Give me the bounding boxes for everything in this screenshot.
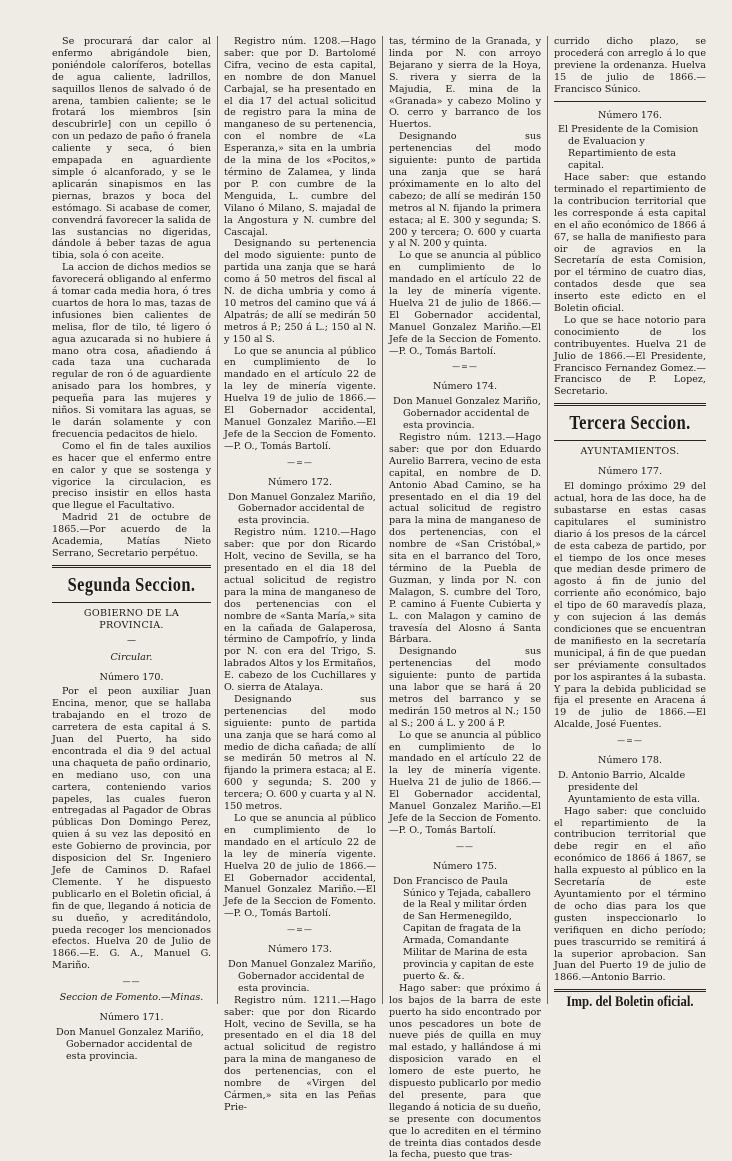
notice-body: Registro núm. 1211.—Hago saber: que por don Ricardo Holt, vecino de Sevilla, se ha presentado en el dia 18 del actual solicitud de registro para la mina de manganeso de dos pertenencias, con el nombre de «Virgen del Cármen,» sita en las Peñas Prie-: [224, 994, 376, 1113]
notice-number: Número 177.: [597, 466, 663, 478]
notice-body: Lo que se anuncia al público en cumplimiento de lo mandado en el artículo 22 de la ley de minería vigente. Huelva 21 de julio de 1866.—El Gobernador accidental, Manuel Gonzalez Mariño.—El Jefe de la Seccion de Fomento.—P. O., Tomás Bartolí.: [389, 729, 541, 836]
notice-body: El domingo próximo 29 del actual, hora de las doce, ha de subastarse en estas casas capitulares el suministro diario á los presos de la cárcel de esta cabeza de partido, por el tiempo de los once meses que median desde primero de agosto á fin de junio del corriente año económico, bajo el tipo de 60 maravedís plaza, y con sujecion á las demás condiciones que se encuentran de manifiesto en la secretaría municipal, á fin de que puedan ser préviamente consultados por los aspirantes á la subasta. Y para la debida publicidad se fija el presente en Aracena á 19 de julio de 1866.—El Alcalde, José Fuentes.: [554, 481, 706, 731]
notice-body: Hago saber: que concluido el repartimiento de la contribucion territorial que debe regir en el año económico de 1866 á 1867, se halla expuesto al público en la Secretaría de este Ayuntamiento por el término de ocho dias para los que gusten inspeccionarlo lo verifiquen en dicho período; pues trascurrido se remitirá á la superior aprobacion. San Juan del Puerto 19 de julio de 1866.—Antonio Barrio.: [554, 805, 706, 984]
notice-body: Lo que se hace notorio para conocimiento de los contribuyentes. Huelva 21 de Julio de 1866.—El Presidente, Francisco Fernandez Gomez.—Francisco de P. Lopez, Secretario.: [554, 314, 706, 398]
column-1: [52, 36, 217, 1062]
column-4: [547, 36, 712, 1011]
page-columns: [52, 36, 714, 1161]
section-divider: [52, 565, 211, 568]
ornament-divider: —: [127, 635, 136, 646]
ornament-divider: —=—: [287, 925, 313, 935]
notice-body: Lo que se anuncia al público en cumplimiento de lo mandado en el artículo 22 de la ley de minería vigente. Huelva 20 de julio de 1866.—El Gobernador accidental, Manuel Gonzalez Mariño.—El Jefe de la Seccion de Fomento.—P. O., Tomás Bartolí.: [224, 813, 376, 920]
section-divider: [52, 602, 211, 603]
section-divider: [554, 403, 706, 406]
ornament-divider: —=—: [617, 736, 643, 746]
paragraph: La accion de dichos medios se favorecerá obligando al enfermo á tomar cada media hora, ó tres cuartos de hora lo mas, tazas de infusiones bien calientes de melisa, flor de tilo, té ligero ó agua azucarada si no hubiere á mano otra cosa, añadiendo á cada taza una cucharada regular de ron ó de aguardiente anisado para los hombres, y pequeña para las mujeres y niños. Si vomitara las aguas, se le darán solamente y con frecuencia pedacitos de hielo.: [52, 262, 211, 440]
notice-body: Por el peon auxiliar Juan Encina, menor, que se hallaba trabajando en el trozo de carretera de esta capital á S. Juan del Puerto, ha sido encontrada el dia 9 del actual una chaqueta de paño ordinario, en mediano uso, con una cartera, conteniendo varios papeles, las cuales fueron entregadas al Pagador de Obras públicas Don Domingo Perez, quien á su vez las depositó en este Gobierno de provincia, por disposicion del Sr. Ingeniero Jefe de Caminos D. Rafael Clemente. Y he dispuesto publicarlo en el Boletin oficial, á fin de que, llegando á noticia de su dueño, y acreditándolo, pueda recoger los mencionados efectos. Huelva 20 de Julio de 1866.—E. G. A., Manuel G. Mariño.: [52, 686, 211, 972]
ornament-divider: —=—: [287, 457, 313, 467]
paragraph: Registro núm. 1208.—Hago saber: que por D. Bartolomé Cifra, vecino de esta capital, en nombre de don Manuel Carbajal, se ha presentado en el dia 17 del actual solicitud de registro para la mina de manganeso de su pertenencia, con el nombre de «La Esperanza,» sita en la umbria de la mina de los «Pocitos,» término de Zalamea, y linda por P. con cumbre de la Menguida, L. cumbre del Vilano ó Milano, S. majadal de la Angostura y N. cumbre del Cascajal.: [224, 36, 376, 238]
notice-number: Número 171.: [99, 1011, 164, 1023]
section-title: Tercera Seccion.: [569, 412, 691, 435]
subsection-heading: Seccion de Fomento.—Minas.: [59, 992, 204, 1004]
notice-number: Número 173.: [267, 944, 333, 956]
paragraph: Designando sus pertenencias del modo siguiente: punto de partida una zanja que se hará próximamente en lo alto del cabezo; de allí se medirán 150 metros al N. fijando la primera estaca; al E. 300 y segunda; S. 200 y tercera; O. 600 y cuarta y al N. 200 y quinta.: [389, 131, 541, 250]
notice-issuer: D. Antonio Barrio, Alcalde presidente del Ayuntamiento de esta villa.: [558, 769, 701, 805]
paragraph: Como el fin de tales auxilios es hacer que el enfermo entre en calor y que se sostenga y vigorice la circulacion, es preciso insistir en ellos hasta que llegue el Facultativo.: [52, 440, 211, 512]
notice-number: Número 175.: [432, 860, 498, 872]
notice-type: Circular.: [110, 651, 153, 663]
notice-body: Registro núm. 1213.—Hago saber: que por don Eduardo Aurelio Barrera, vecino de esta capital, en nombre de D. Antonio Abad Camino, se ha presentado en el dia 19 del actual solicitud de registro para la mina de manganeso de dos pertenencias, con el nombre de «San Cristóbal,» sita en el barranco del Toro, término de la Puebla de Guzman, y linda por N. con Malagon, S. cumbre del Toro, P. camino á Fuente Cubierta y L. con Malagon y camino de travesía del Alosno á Santa Bárbara.: [389, 432, 541, 646]
section-title: Segunda Seccion.: [67, 573, 196, 596]
notice-number: Número 178.: [597, 755, 663, 767]
section-divider: [554, 440, 706, 441]
paragraph: Lo que se anuncia al público en cumplimiento de lo mandado en el artículo 22 de la ley de minería vigente. Huelva 19 de julio de 1866.—El Gobernador accidental, Manuel Gonzalez Mariño.—El Jefe de la Seccion de Fomento.—P. O., Tomás Bartolí.: [224, 345, 376, 452]
notice-issuer: El Presidente de la Comision de Evaluacion y Repartimiento de esta capital.: [558, 124, 699, 172]
signature-paragraph: Madrid 21 de octubre de 1865.—Por acuerdo de la Academia, Matías Nieto Serrano, Secretario perpétuo.: [52, 512, 211, 559]
notice-issuer: Don Manuel Gonzalez Mariño, Gobernador accidental de esta provincia.: [393, 396, 541, 432]
notice-issuer: Don Manuel Gonzalez Mariño, Gobernador accidental de esta provincia.: [56, 1026, 204, 1062]
ornament-divider: ——: [122, 977, 141, 987]
paragraph: Lo que se anuncia al público en cumplimiento de lo mandado en el artículo 22 de la ley de minería vigente. Huelva 21 de julio de 1866.—El Gobernador accidental, Manuel Gonzalez Mariño.—El Jefe de la Seccion de Fomento.—P. O., Tomás Bartolí.: [389, 250, 541, 357]
column-2: [217, 36, 382, 1113]
notice-issuer: Don Manuel Gonzalez Mariño, Gobernador accidental de esta provincia.: [228, 491, 376, 527]
ornament-divider: —=—: [452, 362, 478, 372]
subsection-heading: AYUNTAMIENTOS.: [580, 446, 680, 458]
notice-body: Hago saber: que próximo á los bajos de la barra de este puerto ha sido encontrado por unos pescadores un bote de nueve piés de quilla en muy mal estado, y hallándose á mi disposicion varado en el lomero de este puerto, he dispuesto publicarlo por medio del presente, para que llegando á noticia de su dueño, se presente con documentos que lo acrediten en el término de treinta dias contados desde la fecha, puesto que tras-: [389, 982, 541, 1161]
notice-number: Número 176.: [597, 109, 663, 121]
notice-body: Designando sus pertenencias del modo siguiente: punto de partida una labor que se hará á 20 metros del barranco y se medirán 150 metros al N.; 150 al S.; 200 á L. y 200 á P.: [389, 646, 541, 729]
paragraph: Se procurará dar calor al enfermo abrigándole bien, poniéndole caloríferos, botellas de agua caliente, ladrillos, saquillos llenos de salvado ó de arena, tambien caliente; se le frotará los miembros [sin descubrirle] con un cepillo ó con un pedazo de paño ó franela caliente y seca, ó bien empapada en aguardiente simple ó alcanforado, y se le aplicarán sinapismos en las piernas, brazos y boca del estómago. Si acabase de comer, convendrá favorecer la salida de las sustancias no digeridas, dándole á beber tazas de agua tibia, sola ó con aceite.: [52, 36, 211, 262]
notice-issuer: Don Francisco de Paula Súnico y Tejada, caballero de la Real y militar órden de San Hermenegildo, Capitan de fragata de la Armada, Comandante Militar de Marina de esta provincia y capitan de este puerto &. &.: [393, 875, 534, 982]
paragraph: currido dicho plazo, se procederá con arreglo á lo que previene la ordenanza. Huelva 15 de julio de 1866.—Francisco Súnico.: [554, 36, 706, 95]
paragraph: tas, término de la Granada, y linda por N. con arroyo Bejarano y sierra de la Hoya, S. rivera y sierra de la Majudia, E. mina de la «Granada» y cabezo Molino y O. cerro y barranco de los Huertos.: [389, 36, 541, 131]
notice-body: Designando sus pertenencias del modo siguiente: punto de partida una zanja que se hará como al medio de dicha cañada; de allí se medirán 50 metros al N. fijando la primera estaca; al E. 600 y segunda; S. 200 y tercera; O. 600 y cuarta y al N. 150 metros.: [224, 693, 376, 813]
notice-body: Registro núm. 1210.—Hago saber: que por don Ricardo Holt, vecino de Sevilla, se ha presentado en el dia 18 del actual solicitud de registro para la mina de manganeso de dos pertenencias con el nombre de «Santa María,» sita en la cañada de Galaperosa, término de Campofrío, y linda por N. con era del Trigo, S. labrados Altos y los Ermitaños, E. cabezo de los Cuchillares y O. sierra de Atalaya.: [224, 527, 376, 694]
subsection-heading: GOBIERNO DE LA PROVINCIA.: [83, 607, 180, 631]
column-3: [382, 36, 547, 1161]
notice-number: Número 172.: [267, 476, 333, 488]
divider: [554, 101, 706, 102]
printer-imprint: Imp. del Boletin oficial.: [566, 994, 694, 1011]
ornament-divider: ——: [456, 841, 474, 851]
footer-divider: [554, 989, 706, 992]
notice-body: Hace saber: que estando terminado el repartimiento de la contribucion territorial que les corresponde á esta capital en el año económico de 1866 á 67, se halla de manifiesto para oir de agravios en la Secretaría de esta Comision, por el término de cuatro dias, contados desde que sea inserto este edicto en el Boletin oficial.: [554, 172, 706, 315]
paragraph: Designando su pertenencia del modo siguiente: punto de partida una zanja que se hará como á 50 metros del fiscal al N. de dicha umbria y como á 10 metros del camino que vá á Alpatrás; de allí se medirán 50 metros á P.; 250 á L.; 150 al N. y 150 al S.: [224, 238, 376, 345]
notice-issuer: Don Manuel Gonzalez Mariño, Gobernador accidental de esta provincia.: [228, 958, 376, 994]
notice-number: Número 174.: [432, 381, 498, 393]
notice-number: Número 170.: [99, 671, 164, 683]
